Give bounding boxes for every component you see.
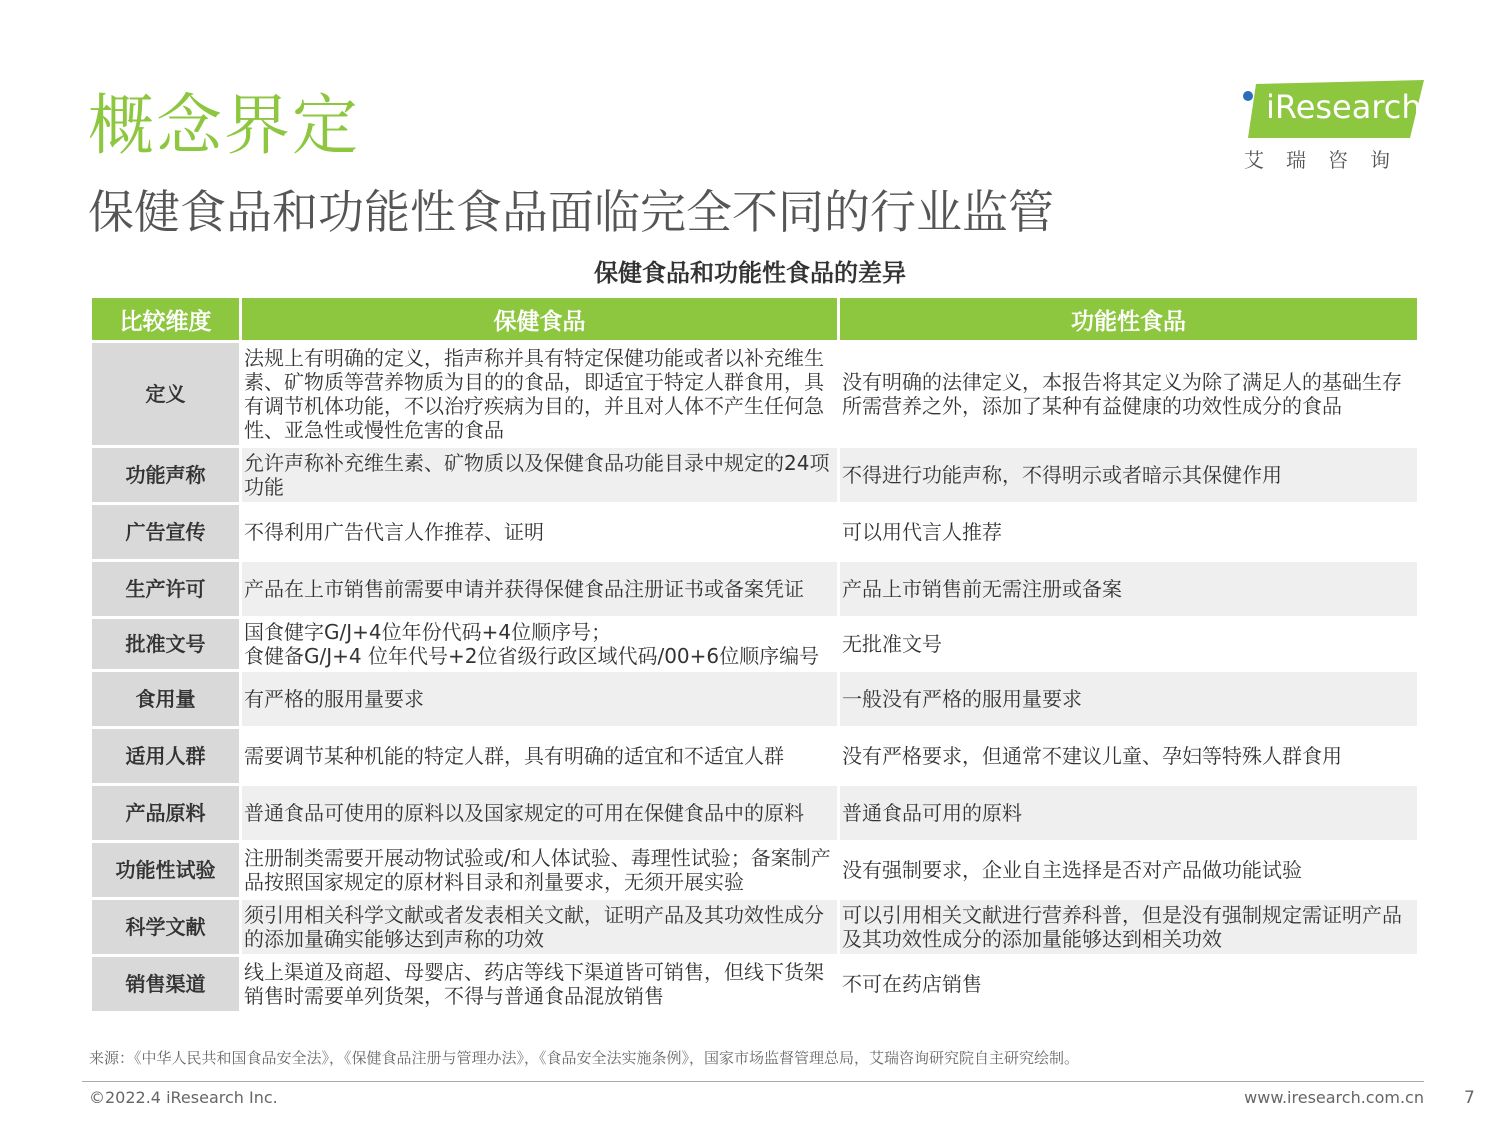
header-dimension: 比较维度 bbox=[92, 298, 239, 340]
table-row bbox=[92, 672, 1417, 726]
logo-subtext: 艾瑞咨询 bbox=[1244, 148, 1412, 172]
row-functional-food: 普通食品可用的原料 bbox=[840, 786, 1417, 840]
page-number: 7 bbox=[1464, 1088, 1475, 1108]
row-dimension: 定义 bbox=[92, 343, 239, 445]
logo-text: iResearch bbox=[1266, 88, 1422, 126]
row-health-food: 国食健字G/J+4位年份代码+4位顺序号； 食健备G/J+4 位年代号+2位省级行政区域代码/00+6位顺序编号 bbox=[242, 619, 837, 669]
row-functional-food: 可以用代言人推荐 bbox=[840, 505, 1417, 559]
row-health-food: 不得利用广告代言人作推荐、证明 bbox=[242, 505, 837, 559]
row-functional-food: 不可在药店销售 bbox=[840, 957, 1417, 1011]
header-health-food: 保健食品 bbox=[242, 298, 837, 340]
row-health-food: 须引用相关科学文献或者发表相关文献，证明产品及其功效性成分的添加量确实能够达到声称的功效 bbox=[242, 900, 837, 954]
table-row bbox=[92, 619, 1417, 669]
page-title: 概念界定 bbox=[88, 87, 360, 164]
row-dimension: 销售渠道 bbox=[92, 957, 239, 1011]
row-functional-food: 无批准文号 bbox=[840, 619, 1417, 669]
table-row bbox=[92, 448, 1417, 502]
header-functional-food: 功能性食品 bbox=[840, 298, 1417, 340]
row-functional-food: 没有严格要求，但通常不建议儿童、孕妇等特殊人群食用 bbox=[840, 729, 1417, 783]
table-caption: 保健食品和功能性食品的差异 bbox=[594, 259, 906, 287]
table-row bbox=[92, 900, 1417, 954]
row-health-food: 线上渠道及商超、母婴店、药店等线下渠道皆可销售，但线下货架销售时需要单列货架，不得与普通食品混放销售 bbox=[242, 957, 837, 1011]
row-functional-food: 产品上市销售前无需注册或备案 bbox=[840, 562, 1417, 616]
comparison-table bbox=[89, 295, 1420, 1014]
row-health-food: 有严格的服用量要求 bbox=[242, 672, 837, 726]
table-row bbox=[92, 843, 1417, 897]
row-functional-food: 一般没有严格的服用量要求 bbox=[840, 672, 1417, 726]
row-functional-food: 没有强制要求，企业自主选择是否对产品做功能试验 bbox=[840, 843, 1417, 897]
iresearch-logo bbox=[1238, 80, 1424, 172]
row-dimension: 食用量 bbox=[92, 672, 239, 726]
row-dimension: 产品原料 bbox=[92, 786, 239, 840]
table-row bbox=[92, 957, 1417, 1011]
row-dimension: 功能性试验 bbox=[92, 843, 239, 897]
row-dimension: 批准文号 bbox=[92, 619, 239, 669]
row-dimension: 生产许可 bbox=[92, 562, 239, 616]
row-functional-food: 可以引用相关文献进行营养科普，但是没有强制规定需证明产品及其功效性成分的添加量能够达到相关功效 bbox=[840, 900, 1417, 954]
row-health-food: 注册制类需要开展动物试验或/和人体试验、毒理性试验；备案制产品按照国家规定的原材料目录和剂量要求，无须开展实验 bbox=[242, 843, 837, 897]
row-dimension: 广告宣传 bbox=[92, 505, 239, 559]
row-dimension: 适用人群 bbox=[92, 729, 239, 783]
row-health-food: 法规上有明确的定义，指声称并具有特定保健功能或者以补充维生素、矿物质等营养物质为目的的食品，即适宜于特定人群食用，具有调节机体功能，不以治疗疾病为目的，并且对人体不产生任何急性、亚急性或慢性危害的食品 bbox=[242, 343, 837, 445]
row-dimension: 功能声称 bbox=[92, 448, 239, 502]
row-health-food: 产品在上市销售前需要申请并获得保健食品注册证书或备案凭证 bbox=[242, 562, 837, 616]
row-health-food: 需要调节某种机能的特定人群，具有明确的适宜和不适宜人群 bbox=[242, 729, 837, 783]
row-health-food: 普通食品可使用的原料以及国家规定的可用在保健食品中的原料 bbox=[242, 786, 837, 840]
footer-divider bbox=[82, 1081, 1424, 1082]
table-row bbox=[92, 505, 1417, 559]
table-row bbox=[92, 729, 1417, 783]
row-dimension: 科学文献 bbox=[92, 900, 239, 954]
table-row bbox=[92, 562, 1417, 616]
page-subtitle: 保健食品和功能性食品面临完全不同的行业监管 bbox=[88, 185, 1054, 239]
row-functional-food: 不得进行功能声称，不得明示或者暗示其保健作用 bbox=[840, 448, 1417, 502]
row-functional-food: 没有明确的法律定义，本报告将其定义为除了满足人的基础生存所需营养之外，添加了某种有益健康的功效性成分的食品 bbox=[840, 343, 1417, 445]
table-row bbox=[92, 343, 1417, 445]
website-link[interactable]: www.iresearch.com.cn bbox=[1244, 1088, 1424, 1107]
table-row bbox=[92, 786, 1417, 840]
row-health-food: 允许声称补充维生素、矿物质以及保健食品功能目录中规定的24项功能 bbox=[242, 448, 837, 502]
copyright: ©2022.4 iResearch Inc. bbox=[89, 1088, 278, 1107]
source-note: 来源：《中华人民共和国食品安全法》，《保健食品注册与管理办法》，《食品安全法实施条例》，国家市场监督管理总局，艾瑞咨询研究院自主研究绘制。 bbox=[89, 1049, 1080, 1067]
table-header-row bbox=[92, 298, 1417, 340]
